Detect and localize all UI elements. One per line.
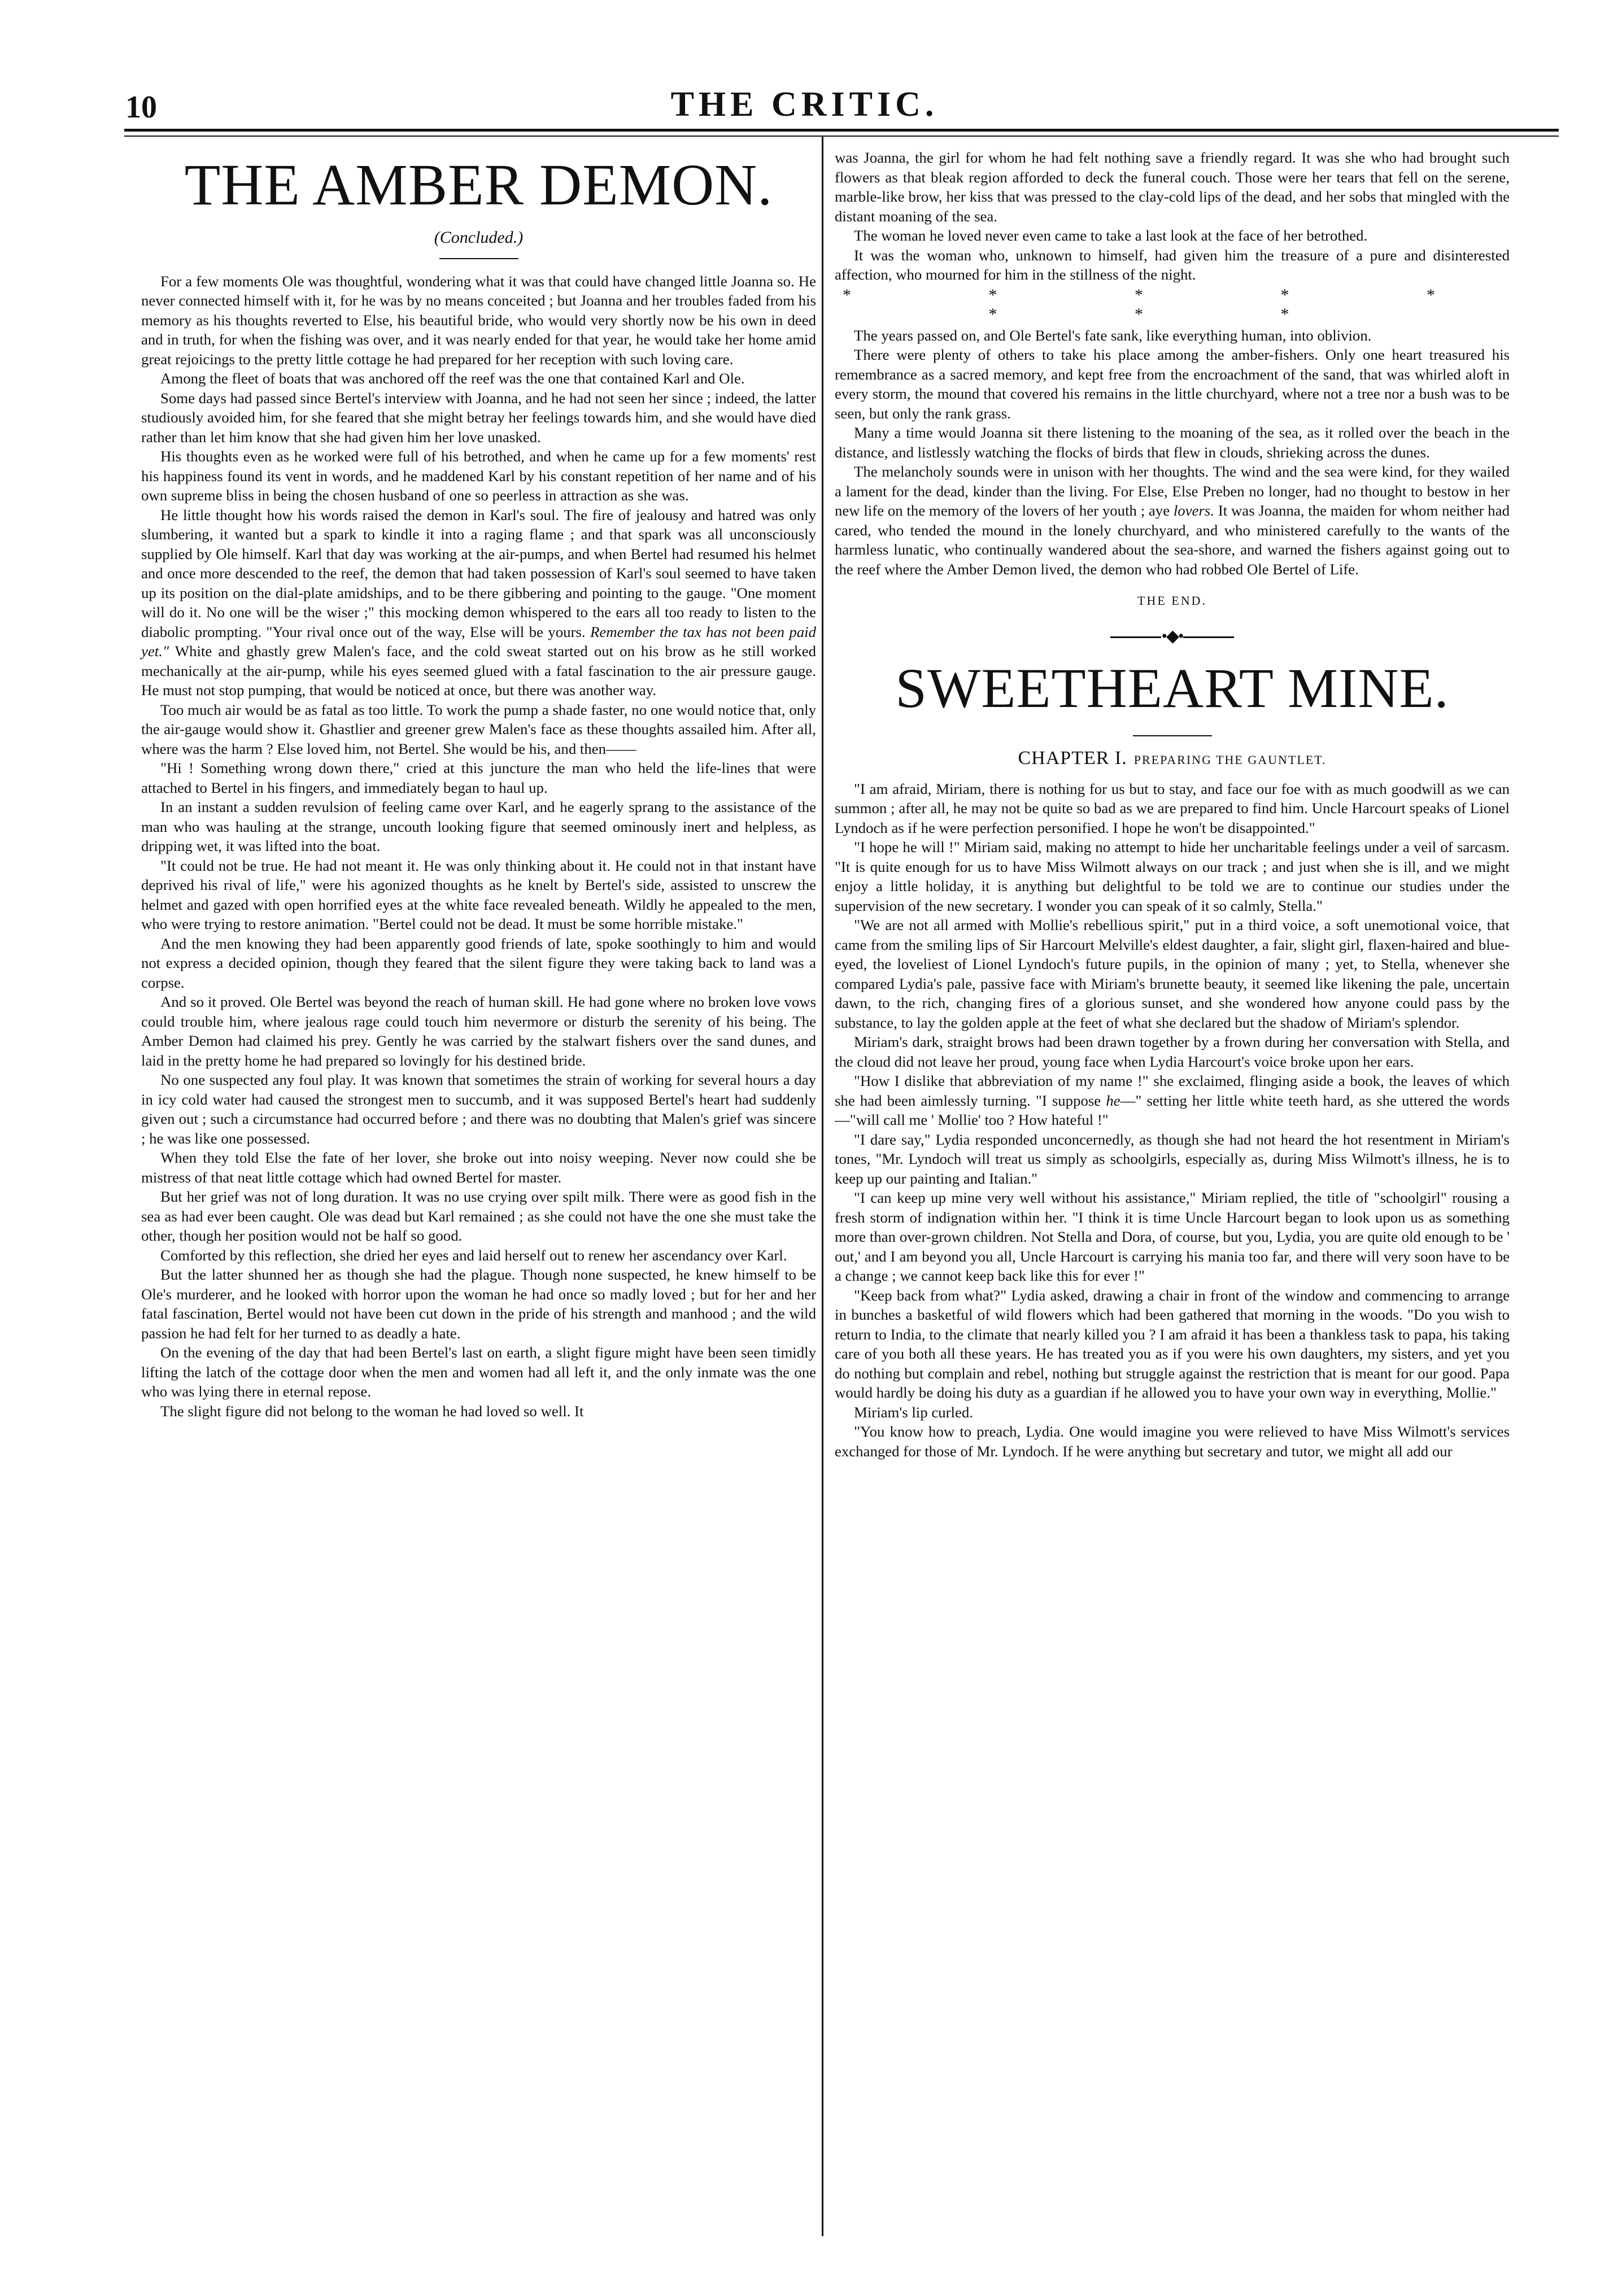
paragraph: But her grief was not of long duration. It was no use crying over spilt milk. There were as good fish in the sea as had ever been caught. Ole was dead but Karl remained ; as she could not have the one she must take the other, though her position would not be half so good. <box>141 1188 816 1244</box>
paragraph: In an instant a sudden revulsion of feeling came over Karl, and he eagerly sprang to the assistance of the man who was hauling at the strange, uncouth looking figure that seemed ominously inert and helpless, as dripping wet, it was lifted into the boat. <box>141 798 816 854</box>
paragraph: "Keep back from what?" Lydia asked, drawing a chair in front of the window and commencing to arrange in bunches a basketful of wild flowers which had been gathered that morning in the woods. "Do you wish to return to India, to the climate that nearly killed you ? I am afraid it has been a thankless task to papa, his taking care of you both all these years. He has treated you as if you were his own daughters, my sisters, and yet you do nothing but complain and rebel, nothing but struggle against the restriction that is meant for our good. Papa would hardly be doing his duty as a guardian if he allowed you to have your own way in everything, Mollie." <box>835 1286 1510 1401</box>
paragraph: "I am afraid, Miriam, there is nothing for us but to stay, and face our foe with as much goodwill as we can summon ; after all, he may not be quite so bad as we are prepared to find him. Uncle Harcourt speaks of Lionel Lyndoch as if he were perfection personified. I hope he won't be disappointed." <box>835 780 1510 836</box>
paragraph: "I dare say," Lydia responded unconcernedly, as though she had not heard the hot resentment in Miriam's tones, "Mr. Lyndoch will treat us simply as schoolgirls, especially as, during Miss Wilmott's illness, he is to keep up our painting and Italian." <box>835 1130 1510 1187</box>
paragraph: Some days had passed since Bertel's interview with Joanna, and he had not seen her since ; indeed, the latter studiously avoided him, for she feared that she might betray her feelings towards him, and she would have died rather than let him know that she had given him her love unasked. <box>141 389 816 446</box>
story-title: THE AMBER DEMON. <box>184 152 773 217</box>
masthead: THE CRITIC. <box>670 85 939 124</box>
italic-text: he <box>1106 1092 1120 1109</box>
paragraph-text: The melancholy sounds were in unison with her thoughts. The wind and the sea were kind, for they wailed a lament for the dead, kinder than the living. For Else, Else Preben no longer, had no thought to bestow in her new life on the memory of the lovers of her youth ; aye <box>835 463 1510 519</box>
paragraph <box>141 505 816 700</box>
header-rule <box>124 129 1559 132</box>
paragraph: The woman he loved never even came to take a last look at the face of her betrothed. <box>854 227 1368 244</box>
title-rule-2 <box>1133 735 1212 736</box>
paragraph-text: White and ghastly grew Malen's face, and the cold sweat started out on his brow as he still worked mechanically at the air-pump, while his eyes seemed glued with a fatal fascination to the air pressure gauge. He must not stop pumping, that would be noticed at once, but there was another way. <box>141 643 816 699</box>
paragraph: Too much air would be as fatal as too little. To work the pump a shade faster, no one would notice that, only the air-gauge would show it. Ghastlier and greener grew Malen's face as these thoughts assailed him. After all, where was the harm ? Else loved him, not Bertel. She would be his, and then—— <box>141 701 816 757</box>
paragraph: "It could not be true. He had not meant it. He was only thinking about it. He could not in that instant have deprived his rival of life," were his agonized thoughts as he knelt by Bertel's side, assisted to unscrew the helmet and gazed with open horrified eyes at the white face revealed beneath. Wildly he appealed to the men, who were trying to restore animation. "Bertel could not be dead. It must be some horrible mistake." <box>141 857 816 932</box>
paragraph: It was the woman who, unknown to himself, had given him the treasure of a pure and disinterested affection, who mourned for him in the stillness of the night. <box>835 246 1510 283</box>
ornament-divider: •◆• <box>835 627 1510 647</box>
left-column <box>141 148 816 1421</box>
italic-text: lovers. <box>1173 502 1215 519</box>
paragraph: And so it proved. Ole Bertel was beyond the reach of human skill. He had gone where no broken love vows could trouble him, where jealous rage could touch him nevermore or disturb the serenity of his being. The Amber Demon had claimed his prey. Gently he was carried by the stalwart fishers over the sand dunes, and laid in the pretty home he had prepared so lovingly for his destined bride. <box>141 993 816 1069</box>
paragraph: But the latter shunned her as though she had the plague. Though none suspected, he knew himself to be Ole's murderer, and he looked with horror upon the woman he had once so madly loved ; but for her and her fatal fascination, Bertel would not have been cut down in the pride of his strength and manhood ; and the wild passion he had felt for her turned to as deadly a hate. <box>141 1266 816 1342</box>
paragraph: And the men knowing they had been apparently good friends of late, spoke soothingly to him and would not express a decided opinion, though they feared that the silent figure they were taking back to land was a corpse. <box>141 935 816 991</box>
paragraph: "I hope he will !" Miriam said, making no attempt to hide her uncharitable feelings under a veil of sarcasm. "It is quite enough for us to have Miss Wilmott always on our track ; and just when she is ill, and we might enjoy a little holiday, it is anything but delightful to be told we are to continue our studies under the supervision of the new secretary. I wonder you can speak of it so calmly, Stella." <box>835 839 1510 914</box>
right-column <box>835 148 1510 1461</box>
paragraph <box>835 1071 1510 1130</box>
italic-text: Remember the tax has not been paid yet." <box>141 623 817 660</box>
paragraph: The years passed on, and Ole Bertel's fate sank, like everything human, into oblivion. <box>854 326 1372 344</box>
section-break-stars: * * * * * * * * <box>843 285 1502 324</box>
page-number: 10 <box>125 90 157 125</box>
paragraph <box>835 462 1510 579</box>
paragraph-text: "How I dislike that abbreviation of my name !" she exclaimed, flinging aside a book, the leaves of which she had been aimlessly turning. "I suppose <box>835 1072 1510 1109</box>
paragraph: Many a time would Joanna sit there listening to the moaning of the sea, as it rolled over the beach in the distance, and listlessly watching the flocks of birds that flew in clouds, shrieking across the dunes. <box>835 424 1510 461</box>
paragraph: No one suspected any foul play. It was known that sometimes the strain of working for several hours a day in icy cold water had caused the strongest men to succumb, and it was supposed Bertel's heart had suddenly given out ; such a circumstance had occurred before ; and there was no doubting that Malen's grief was sincere ; he was like one possessed. <box>141 1071 816 1147</box>
paragraph: "You know how to preach, Lydia. One would imagine you were relieved to have Miss Wilmott's services exchanged for those of Mr. Lyndoch. If he were anything but secretary and tutor, we might all add our <box>835 1423 1510 1460</box>
title-rule <box>439 258 518 259</box>
paragraph: When they told Else the fate of her lover, she broke out into noisy weeping. Never now could she be mistress of that neat little cottage which had owned Bertel for master. <box>141 1149 816 1186</box>
header-rule-thin <box>124 136 1559 137</box>
paragraph: Among the fleet of boats that was anchored off the reef was the one that contained Karl and Ole. <box>160 370 745 387</box>
paragraph: was Joanna, the girl for whom he had felt nothing save a friendly regard. It was she who had brought such flowers as that bleak region afforded to deck the funeral couch. Those were her tears that fell on the serene, marble-like brow, her kiss that was pressed to the clay-cold lips of the dead, and her sobs that mingled with the distant moaning of the sea. <box>835 149 1510 225</box>
paragraph: Miriam's dark, straight brows had been drawn together by a frown during her conversation with Stella, and the cloud did not leave her proud, young face when Lydia Harcourt's voice broke upon her ears. <box>835 1033 1510 1070</box>
paragraph-text: It was Joanna, the maiden for whom neither had cared, who tended the mound in the lonely churchyard, and who ministered carefully to the wants of the harmless lunatic, who continually wandered about the sea-shore, and warned the fishers against going out to the reef where the Amber Demon lived, the demon who had robbed Ole Bertel of Life. <box>835 502 1510 578</box>
paragraph: His thoughts even as he worked were full of his betrothed, and when he came up for a few moments' rest his happiness found its vent in words, and he maddened Karl by his constant repetition of her name and of his own supreme bliss in being the chosen husband of one so peerless in attraction as she was. <box>141 448 816 504</box>
the-end-label: THE END. <box>1137 593 1207 608</box>
chapter-heading <box>835 749 1510 770</box>
chapter-number: CHAPTER I. <box>1018 748 1127 769</box>
paragraph-text: He little thought how his words raised the demon in Karl's soul. The fire of jealousy and hatred was only slumbering, it wanted but a spark to kindle it into a raging flame ; and that spark was all unconsciously supplied by Ole himself. Karl that day was working at the air-pumps, and when Bertel had resumed his helmet and once more descended to the reef, the demon that had taken possession of Karl's soul seemed to have taken up its position on the dial-plate amidships, and to be there gibbering and pointing to the gauge. "One moment will do it. No one will be the wiser ;" this mocking demon whispered to the ears all too ready to listen to the diabolic prompting. "Your rival once out of the way, Else will be yours. <box>141 506 816 640</box>
paragraph: "We are not all armed with Mollie's rebellious spirit," put in a third voice, a soft unemotional voice, that came from the smiling lips of Sir Harcourt Melville's eldest daughter, a fair, slight girl, flaxen-haired and blue-eyed, the loveliest of Lionel Lyndoch's future pupils, in the opinion of many ; yet, to Stella, whenever she compared Lydia's pale, passive face with Miriam's brunette beauty, it seemed like likening the pale, uncertain dawn, to the rich, changing fires of a glorious sunset, and she wondered how anyone could pass by the substance, to lay the golden apple at the feet of what she declared but the shadow of Miriam's splendor. <box>835 916 1510 1031</box>
paragraph: There were plenty of others to take his place among the amber-fishers. Only one heart treasured his remembrance as a sacred memory, and kept free from the encroachment of the sand, that was whirled aloft in every storm, the mound that covered his remains in the little churchyard, where not a tree nor a bush was to be seen, but only the rank grass. <box>835 346 1510 422</box>
paragraph: For a few moments Ole was thoughtful, wondering what it was that could have changed little Joanna so. He never connected himself with it, for he was by no means conceited ; but Joanna and her troubles faded from his memory as his thoughts reverted to Else, his beautiful bride, who would very shortly now be his own in deed and in truth, for when the fishing was over, and it was nearly ended for that year, he would take her home amid great rejoicings to the pretty little cottage he had prepared for her reception with such loving care. <box>141 272 816 368</box>
story-title-2: SWEETHEART MINE. <box>895 657 1449 719</box>
paragraph: "Hi ! Something wrong down there," cried at this juncture the man who held the life-lines that were attached to Bertel in his fingers, and immediately began to haul up. <box>141 759 816 796</box>
paragraph: On the evening of the day that had been Bertel's last on earth, a slight figure might have been seen timidly lifting the latch of the cottage door when the men and women had all left it, and the only inmate was the one who was lying there in eternal repose. <box>141 1344 816 1400</box>
paragraph: Comforted by this reflection, she dried her eyes and laid herself out to renew her ascendancy over Karl. <box>160 1246 787 1264</box>
column-divider <box>822 136 823 2236</box>
paragraph: Miriam's lip curled. <box>854 1403 973 1421</box>
paragraph: The slight figure did not belong to the woman he had loved so well. It <box>160 1402 584 1420</box>
chapter-subtitle: PREPARING THE GAUNTLET. <box>1133 753 1327 767</box>
paragraph-text: —" setting her little white teeth hard, as she uttered the words—"will call me ' Mollie' too ? How hateful !" <box>835 1092 1510 1128</box>
paragraph: "I can keep up mine very well without his assistance," Miriam replied, the title of "schoolgirl" rousing a fresh storm of indignation within her. "I think it is time Uncle Harcourt began to look upon us as something more than over-grown children. Not Stella and Dora, of course, but you, Lydia, you are quite old enough to be ' out,' and I am beyond you all, Uncle Harcourt is carrying his mania too far, and there will very soon have to be a change ; we cannot keep back like this for ever !" <box>835 1189 1510 1284</box>
story-subtitle: (Concluded.) <box>434 228 524 247</box>
